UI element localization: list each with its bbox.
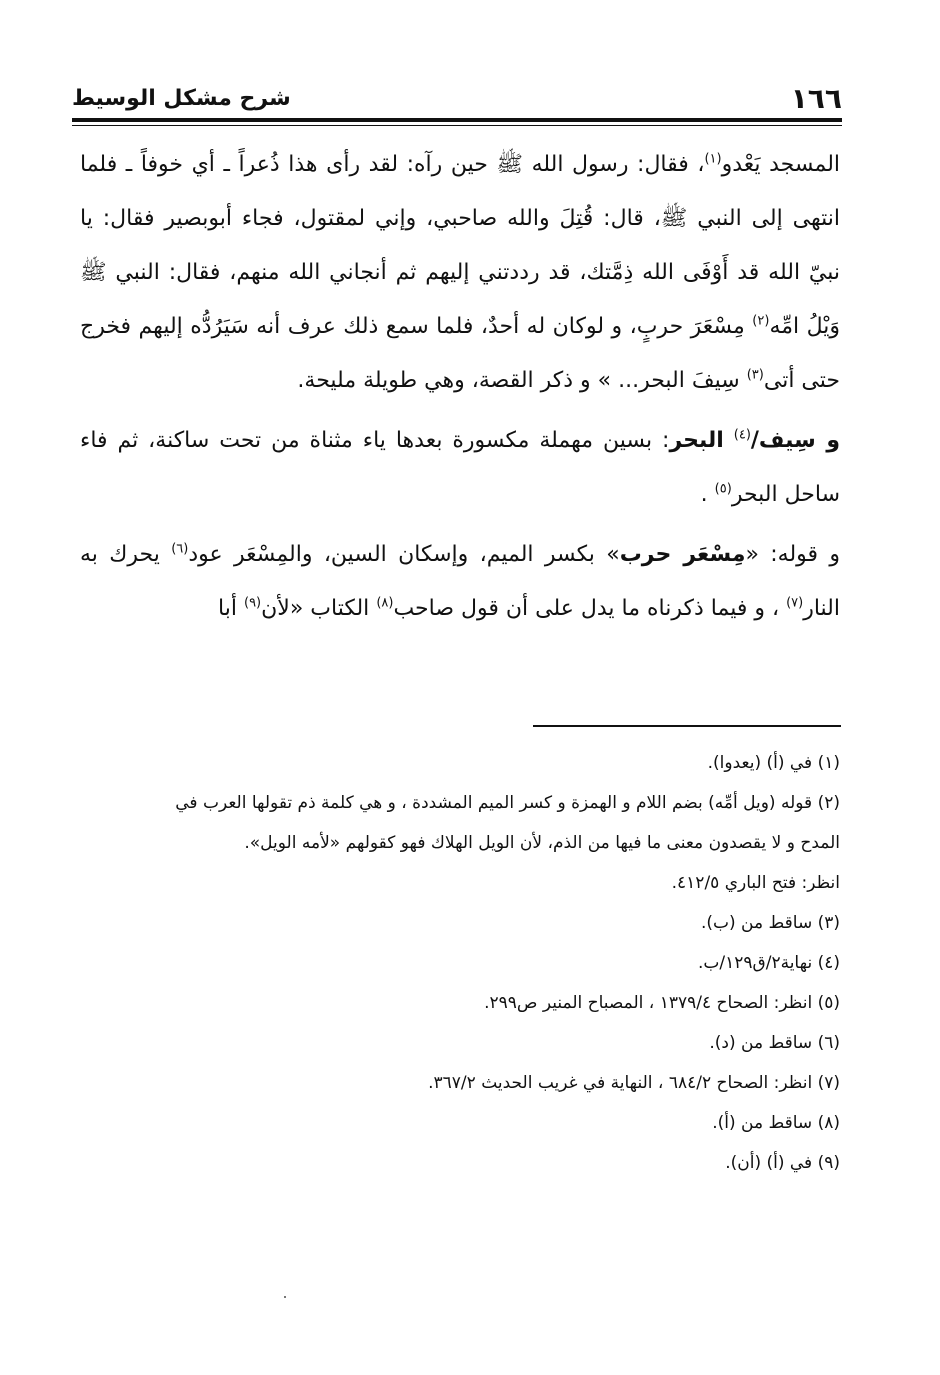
text-segment: سِيفَ البحر... » و ذكر القصة، وهي طويلة مليحة. (297, 368, 740, 393)
term-bahr: البحر (669, 428, 724, 453)
footnote-7: (٧) انظر: الصحاح ٦٨٤/٢ ، النهاية في غريب الحديث ٣٦٧/٢. (428, 1073, 840, 1093)
footnotes (80, 743, 840, 1183)
text-segment: ، و فيما ذكرناه ما يدل على أن قول صاحب (393, 596, 780, 621)
text-segment: . (700, 482, 708, 507)
footnote-ref-5: (٥) (714, 481, 732, 497)
footnote-ref-9: (٩) (243, 595, 262, 611)
text-segment: المسجد يَعْدو (721, 152, 841, 177)
footnote-separator (533, 725, 841, 727)
footnote-ref-4: (٤) (733, 427, 751, 443)
running-title: شرح مشكل الوسيط (72, 86, 291, 111)
footnote-ref-7: (٧) (786, 595, 804, 611)
footnote-2-continued: المدح و لا يقصدون معنى ما فيها من الذم، لأن الويل الهلاك فهو كقولهم «لأمه الويل». (244, 833, 840, 853)
text-segment: مِسْعَرَ حربٍ، و لوكان له أحدٌ، فلما سمع ذلك عرف أنه سَيَرُدُّه إليهم فخرج حتى أتى (80, 314, 840, 393)
header-rule-thick (72, 118, 842, 122)
text-segment: أبا (218, 596, 237, 621)
term-misar-harb: مِسْعَر حرب (619, 542, 746, 567)
page-number: ١٦٦ (790, 82, 842, 115)
footnote-ref-6: (٦) (171, 541, 189, 557)
footnote-ref-8: (٨) (376, 595, 394, 611)
footnote-9: (٩) في (أ) (أن). (725, 1153, 840, 1173)
term-sif: و سِيف/ (750, 428, 841, 453)
footnote-6: (٦) ساقط من (د). (709, 1033, 840, 1053)
footnote-2: (٢) قوله (ويل أمِّه) بضم اللام و الهمزة و كسر الميم المشددة ، و هي كلمة ذم تقولها العرب في (175, 793, 840, 813)
text-segment: يحرك به النار (80, 542, 840, 621)
scan-speck (284, 1296, 286, 1298)
footnote-ref-2: (٢) (752, 313, 770, 329)
paragraph-3 (80, 528, 840, 636)
footnote-ref-1: (١) (704, 151, 722, 167)
main-text (80, 138, 840, 636)
page-header (72, 82, 842, 116)
text-segment: ، فقال: رسول الله ﷺ حين رآه: لقد رأى هذا ذُعراً ـ أي خوفاً ـ فلما انتهى إلى النبي ﷺ، قال: قُتِلَ والله صاحبي، وإني لمقتول، فجاء أبوبصير فقال: يا نبيّ الله قد أَوْفَى الله ذِمَّتك، قد رددتني إليهم ثم أنجاني الله منهم، فقال: النبي ﷺ وَيْلُ امِّه (80, 152, 841, 339)
text-segment: : بسين مهملة مكسورة بعدها ياء مثناة من تحت ساكنة، ثم فاء ساحل البحر (80, 428, 840, 507)
footnote-4: (٤) نهاية٢/ق١٢٩/ب. (697, 953, 840, 973)
header-rule-thin (72, 125, 842, 126)
text-segment: » بكسر الميم، وإسكان السين، والمِسْعَر عود (188, 542, 620, 567)
footnote-1: (١) في (أ) (يعدوا). (707, 753, 840, 773)
paragraph-1 (80, 138, 840, 408)
text-segment: و قوله: « (745, 542, 840, 567)
footnote-5: (٥) انظر: الصحاح ١٣٧٩/٤ ، المصباح المنير ص٢٩٩. (484, 993, 840, 1013)
text-segment: الكتاب «لأن (261, 596, 370, 621)
paragraph-2 (80, 414, 840, 522)
footnote-ref-3: (٣) (746, 367, 764, 383)
footnote-3: (٣) ساقط من (ب). (700, 913, 840, 933)
footnote-2-reference: انظر: فتح الباري ٤١٢/٥. (671, 873, 840, 893)
footnote-8: (٨) ساقط من (أ). (712, 1113, 840, 1133)
